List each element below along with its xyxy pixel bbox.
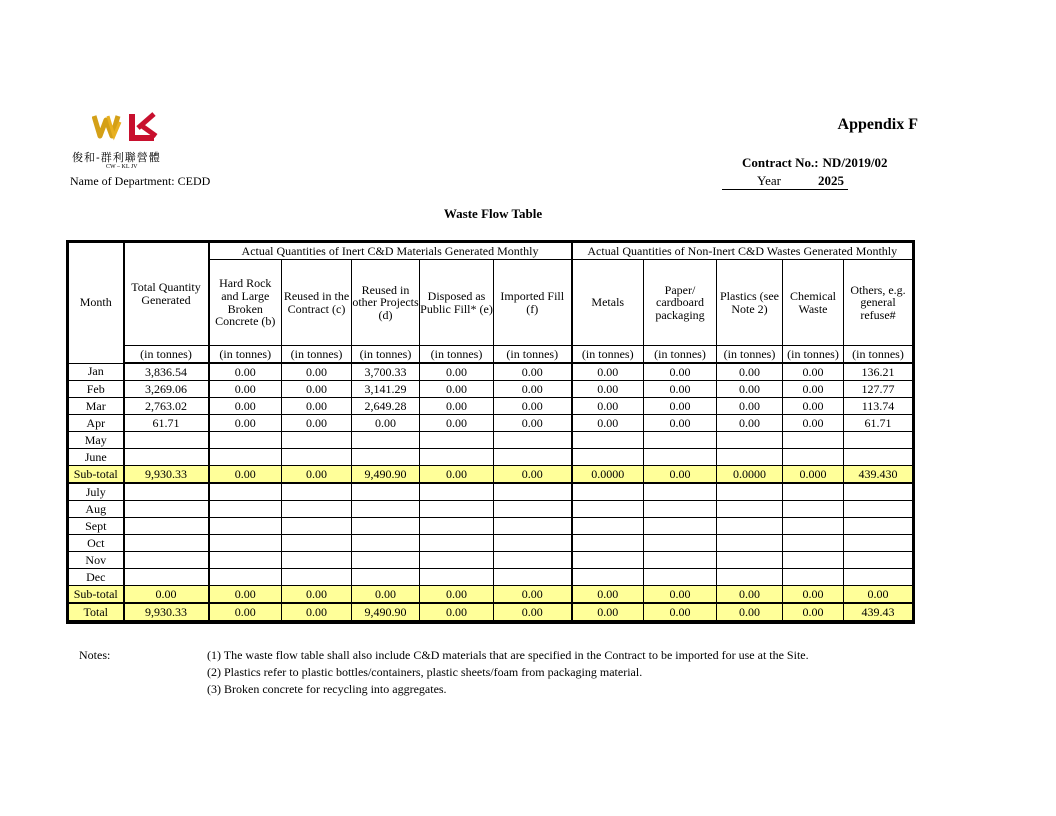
table-cell: 9,930.33 — [124, 603, 209, 621]
table-cell: 0.00 — [352, 586, 420, 604]
table-row — [69, 381, 913, 398]
table-cell — [717, 569, 783, 586]
table-cell — [352, 501, 420, 518]
contract-number — [742, 155, 888, 171]
table-cell — [124, 569, 209, 586]
table-cell: 0.00 — [282, 381, 352, 398]
table-cell — [494, 535, 572, 552]
table-cell — [494, 432, 572, 449]
table-cell: 0.00 — [420, 381, 494, 398]
table-cell — [572, 552, 644, 569]
table-cell — [124, 483, 209, 501]
table-cell: 0.0000 — [572, 466, 644, 484]
table-cell — [494, 518, 572, 535]
table-row — [69, 518, 913, 535]
table-cell: 0.00 — [717, 381, 783, 398]
table-cell: 0.00 — [124, 586, 209, 604]
table-cell: 0.00 — [209, 466, 282, 484]
contract-value: ND/2019/02 — [822, 155, 888, 170]
row-month-label: July — [69, 483, 124, 501]
table-cell — [717, 483, 783, 501]
table-cell: 0.00 — [494, 381, 572, 398]
table-cell: 0.00 — [282, 363, 352, 381]
contract-label: Contract No.: — [742, 155, 819, 170]
table-cell: 0.00 — [420, 466, 494, 484]
table-cell — [282, 449, 352, 466]
table-cell: 0.000 — [783, 466, 844, 484]
table-cell: 0.00 — [420, 363, 494, 381]
table-cell: 2,763.02 — [124, 398, 209, 415]
table-cell: 0.00 — [209, 398, 282, 415]
header-reused-contract: Reused in the Contract (c) — [282, 260, 352, 346]
table-cell: 9,490.90 — [352, 603, 420, 621]
table-cell — [844, 483, 913, 501]
table-cell — [644, 569, 717, 586]
table-cell: 0.00 — [209, 381, 282, 398]
table-cell: 0.00 — [783, 363, 844, 381]
row-month-label: Jan — [69, 363, 124, 381]
table-cell — [209, 518, 282, 535]
table-cell — [282, 432, 352, 449]
table-cell — [420, 449, 494, 466]
table-cell — [352, 552, 420, 569]
unit-label: (in tonnes) — [572, 346, 644, 364]
table-cell — [644, 501, 717, 518]
table-cell — [420, 518, 494, 535]
table-row — [69, 415, 913, 432]
table-cell: 0.00 — [282, 398, 352, 415]
logo-chinese-name: 俊和-群利聯營體 — [72, 151, 161, 164]
table-cell — [209, 535, 282, 552]
table-cell — [420, 535, 494, 552]
unit-label: (in tonnes) — [209, 346, 282, 364]
table-cell — [844, 449, 913, 466]
table-cell: 0.00 — [644, 363, 717, 381]
header-others: Others, e.g. general refuse# — [844, 260, 913, 346]
table-cell — [717, 518, 783, 535]
table-cell — [282, 483, 352, 501]
table-row — [69, 535, 913, 552]
table-cell: 0.00 — [717, 603, 783, 621]
table-cell — [844, 535, 913, 552]
unit-label: (in tonnes) — [282, 346, 352, 364]
table-cell: 0.00 — [282, 586, 352, 604]
table-cell: 0.00 — [494, 415, 572, 432]
table-cell — [717, 552, 783, 569]
jv-logo — [92, 110, 162, 142]
table-body — [69, 363, 913, 621]
table-cell: 0.00 — [572, 363, 644, 381]
table-cell — [572, 535, 644, 552]
table-cell: 0.00 — [494, 586, 572, 604]
row-month-label: Aug — [69, 501, 124, 518]
table-cell — [717, 501, 783, 518]
table-cell: 127.77 — [844, 381, 913, 398]
table-cell: 0.00 — [644, 466, 717, 484]
table-cell — [644, 518, 717, 535]
table-cell — [644, 432, 717, 449]
table-cell — [282, 535, 352, 552]
table-row — [69, 501, 913, 518]
table-cell: 0.00 — [209, 415, 282, 432]
table-cell — [420, 569, 494, 586]
header-month: Month — [69, 243, 124, 364]
table-cell — [124, 432, 209, 449]
table-cell: 0.00 — [783, 586, 844, 604]
table-cell — [282, 569, 352, 586]
header-imported-fill: Imported Fill (f) — [494, 260, 572, 346]
table-cell — [282, 552, 352, 569]
table-cell: 0.00 — [282, 466, 352, 484]
row-month-label: Total — [69, 603, 124, 621]
table-cell: 3,269.06 — [124, 381, 209, 398]
table-cell — [352, 483, 420, 501]
table-row — [69, 569, 913, 586]
table-cell — [844, 569, 913, 586]
table-cell: 439.430 — [844, 466, 913, 484]
table-cell: 0.00 — [717, 363, 783, 381]
table-cell — [124, 449, 209, 466]
table-cell — [209, 432, 282, 449]
table-cell: 0.00 — [717, 415, 783, 432]
unit-label: (in tonnes) — [124, 346, 209, 364]
table-cell: 3,836.54 — [124, 363, 209, 381]
table-cell: 0.00 — [572, 603, 644, 621]
table-cell — [783, 432, 844, 449]
table-cell — [352, 449, 420, 466]
year-label: Year — [757, 173, 781, 188]
row-month-label: Feb — [69, 381, 124, 398]
table-cell — [844, 501, 913, 518]
table-cell — [209, 449, 282, 466]
table-cell — [124, 552, 209, 569]
table-cell — [572, 449, 644, 466]
table-cell: 0.00 — [717, 586, 783, 604]
subtotal-row — [69, 466, 913, 484]
table-cell — [352, 518, 420, 535]
table-cell: 0.00 — [420, 398, 494, 415]
table-cell — [844, 432, 913, 449]
table-cell: 0.00 — [494, 603, 572, 621]
table-cell: 0.00 — [494, 363, 572, 381]
table-cell — [420, 432, 494, 449]
table-cell — [420, 501, 494, 518]
row-month-label: Mar — [69, 398, 124, 415]
table-cell — [494, 483, 572, 501]
table-cell — [494, 552, 572, 569]
table-cell — [783, 552, 844, 569]
table-row — [69, 398, 913, 415]
header-group-non-inert: Actual Quantities of Non-Inert C&D Wastes Generated Monthly — [572, 243, 913, 260]
table-cell: 0.00 — [209, 363, 282, 381]
table-cell — [783, 449, 844, 466]
table-cell — [124, 535, 209, 552]
department-name: Name of Department: CEDD — [70, 174, 211, 188]
table-cell — [783, 535, 844, 552]
appendix-label: Appendix F — [837, 116, 918, 133]
table-cell — [572, 483, 644, 501]
table-cell — [494, 449, 572, 466]
row-month-label: Oct — [69, 535, 124, 552]
header-plastics: Plastics (see Note 2) — [717, 260, 783, 346]
row-month-label: Sub-total — [69, 586, 124, 604]
unit-label: (in tonnes) — [717, 346, 783, 364]
table-cell: 0.00 — [644, 586, 717, 604]
table-cell — [644, 535, 717, 552]
table-cell: 0.00 — [572, 381, 644, 398]
table-cell — [572, 432, 644, 449]
table-cell — [209, 501, 282, 518]
table-row — [69, 449, 913, 466]
table-cell: 0.00 — [783, 415, 844, 432]
table-cell: 0.00 — [282, 603, 352, 621]
unit-label: (in tonnes) — [644, 346, 717, 364]
table-cell — [783, 483, 844, 501]
table-cell: 0.00 — [783, 381, 844, 398]
table-cell: 0.00 — [644, 381, 717, 398]
table-cell — [352, 569, 420, 586]
table-cell — [783, 569, 844, 586]
table-cell: 9,490.90 — [352, 466, 420, 484]
table-cell: 0.00 — [717, 398, 783, 415]
note-2: (2) Plastics refer to plastic bottles/containers, plastic sheets/foam from packaging material. — [207, 665, 643, 679]
notes-label: Notes: — [79, 648, 111, 662]
table-cell: 61.71 — [124, 415, 209, 432]
unit-label: (in tonnes) — [420, 346, 494, 364]
table-cell — [644, 483, 717, 501]
table-cell: 0.00 — [494, 398, 572, 415]
header-paper: Paper/ cardboard packaging — [644, 260, 717, 346]
table-cell: 136.21 — [844, 363, 913, 381]
row-month-label: Nov — [69, 552, 124, 569]
row-month-label: Dec — [69, 569, 124, 586]
table-cell: 9,930.33 — [124, 466, 209, 484]
table-cell: 0.00 — [352, 415, 420, 432]
table-cell: 0.00 — [420, 586, 494, 604]
table-cell: 0.00 — [783, 398, 844, 415]
unit-label: (in tonnes) — [494, 346, 572, 364]
table-cell — [572, 569, 644, 586]
table-cell: 0.00 — [494, 466, 572, 484]
row-month-label: Apr — [69, 415, 124, 432]
table-cell — [644, 552, 717, 569]
note-3: (3) Broken concrete for recycling into aggregates. — [207, 682, 447, 696]
table-cell: 0.00 — [572, 415, 644, 432]
subtotal-row — [69, 603, 913, 621]
table-cell: 0.00 — [844, 586, 913, 604]
table-cell: 0.00 — [209, 603, 282, 621]
table-cell — [494, 501, 572, 518]
header-total-quantity: Total Quantity Generated — [124, 243, 209, 346]
table-cell — [644, 449, 717, 466]
table-cell: 0.00 — [209, 586, 282, 604]
table-cell — [494, 569, 572, 586]
table-row — [69, 483, 913, 501]
table-cell — [352, 432, 420, 449]
table-cell — [717, 449, 783, 466]
table-cell: 0.0000 — [717, 466, 783, 484]
header-reused-other: Reused in other Projects (d) — [352, 260, 420, 346]
table-cell — [209, 483, 282, 501]
table-cell — [209, 552, 282, 569]
table-cell — [352, 535, 420, 552]
table-cell: 0.00 — [644, 398, 717, 415]
table-cell — [717, 535, 783, 552]
table-row — [69, 363, 913, 381]
header-public-fill: Disposed as Public Fill* (e) — [420, 260, 494, 346]
table-cell — [844, 552, 913, 569]
table-cell — [282, 501, 352, 518]
table-row — [69, 432, 913, 449]
waste-flow-table — [66, 240, 915, 624]
note-1: (1) The waste flow table shall also include C&D materials that are specified in the Contract to be imported for use at the Site. — [207, 648, 809, 662]
table-cell: 0.00 — [572, 398, 644, 415]
table-cell: 3,141.29 — [352, 381, 420, 398]
table-cell: 0.00 — [644, 603, 717, 621]
table-cell — [282, 518, 352, 535]
table-cell — [572, 501, 644, 518]
table-cell: 0.00 — [783, 603, 844, 621]
table-cell — [844, 518, 913, 535]
table-cell: 113.74 — [844, 398, 913, 415]
year-row — [722, 172, 848, 190]
unit-label: (in tonnes) — [352, 346, 420, 364]
table-cell: 61.71 — [844, 415, 913, 432]
row-month-label: Sub-total — [69, 466, 124, 484]
table-title: Waste Flow Table — [443, 206, 543, 221]
row-month-label: Sept — [69, 518, 124, 535]
year-value: 2025 — [818, 173, 844, 188]
header-hard-rock: Hard Rock and Large Broken Concrete (b) — [209, 260, 282, 346]
table-cell: 0.00 — [420, 603, 494, 621]
table-cell — [783, 518, 844, 535]
table-cell — [209, 569, 282, 586]
row-month-label: June — [69, 449, 124, 466]
table-cell: 2,649.28 — [352, 398, 420, 415]
table-row — [69, 552, 913, 569]
header-group-inert: Actual Quantities of Inert C&D Materials Generated Monthly — [209, 243, 572, 260]
unit-label: (in tonnes) — [844, 346, 913, 364]
table-cell: 0.00 — [282, 415, 352, 432]
table-cell — [420, 552, 494, 569]
unit-label: (in tonnes) — [783, 346, 844, 364]
table-cell: 0.00 — [572, 586, 644, 604]
table-cell — [572, 518, 644, 535]
table-cell — [124, 501, 209, 518]
table-cell — [420, 483, 494, 501]
header-metals: Metals — [572, 260, 644, 346]
table-cell — [124, 518, 209, 535]
subtotal-row — [69, 586, 913, 604]
table-cell: 0.00 — [644, 415, 717, 432]
table-cell: 0.00 — [420, 415, 494, 432]
logo-subtitle: CW – KL JV — [106, 164, 138, 170]
table-cell — [717, 432, 783, 449]
table-cell: 3,700.33 — [352, 363, 420, 381]
table-cell: 439.43 — [844, 603, 913, 621]
header-chemical: Chemical Waste — [783, 260, 844, 346]
row-month-label: May — [69, 432, 124, 449]
table-cell — [783, 501, 844, 518]
